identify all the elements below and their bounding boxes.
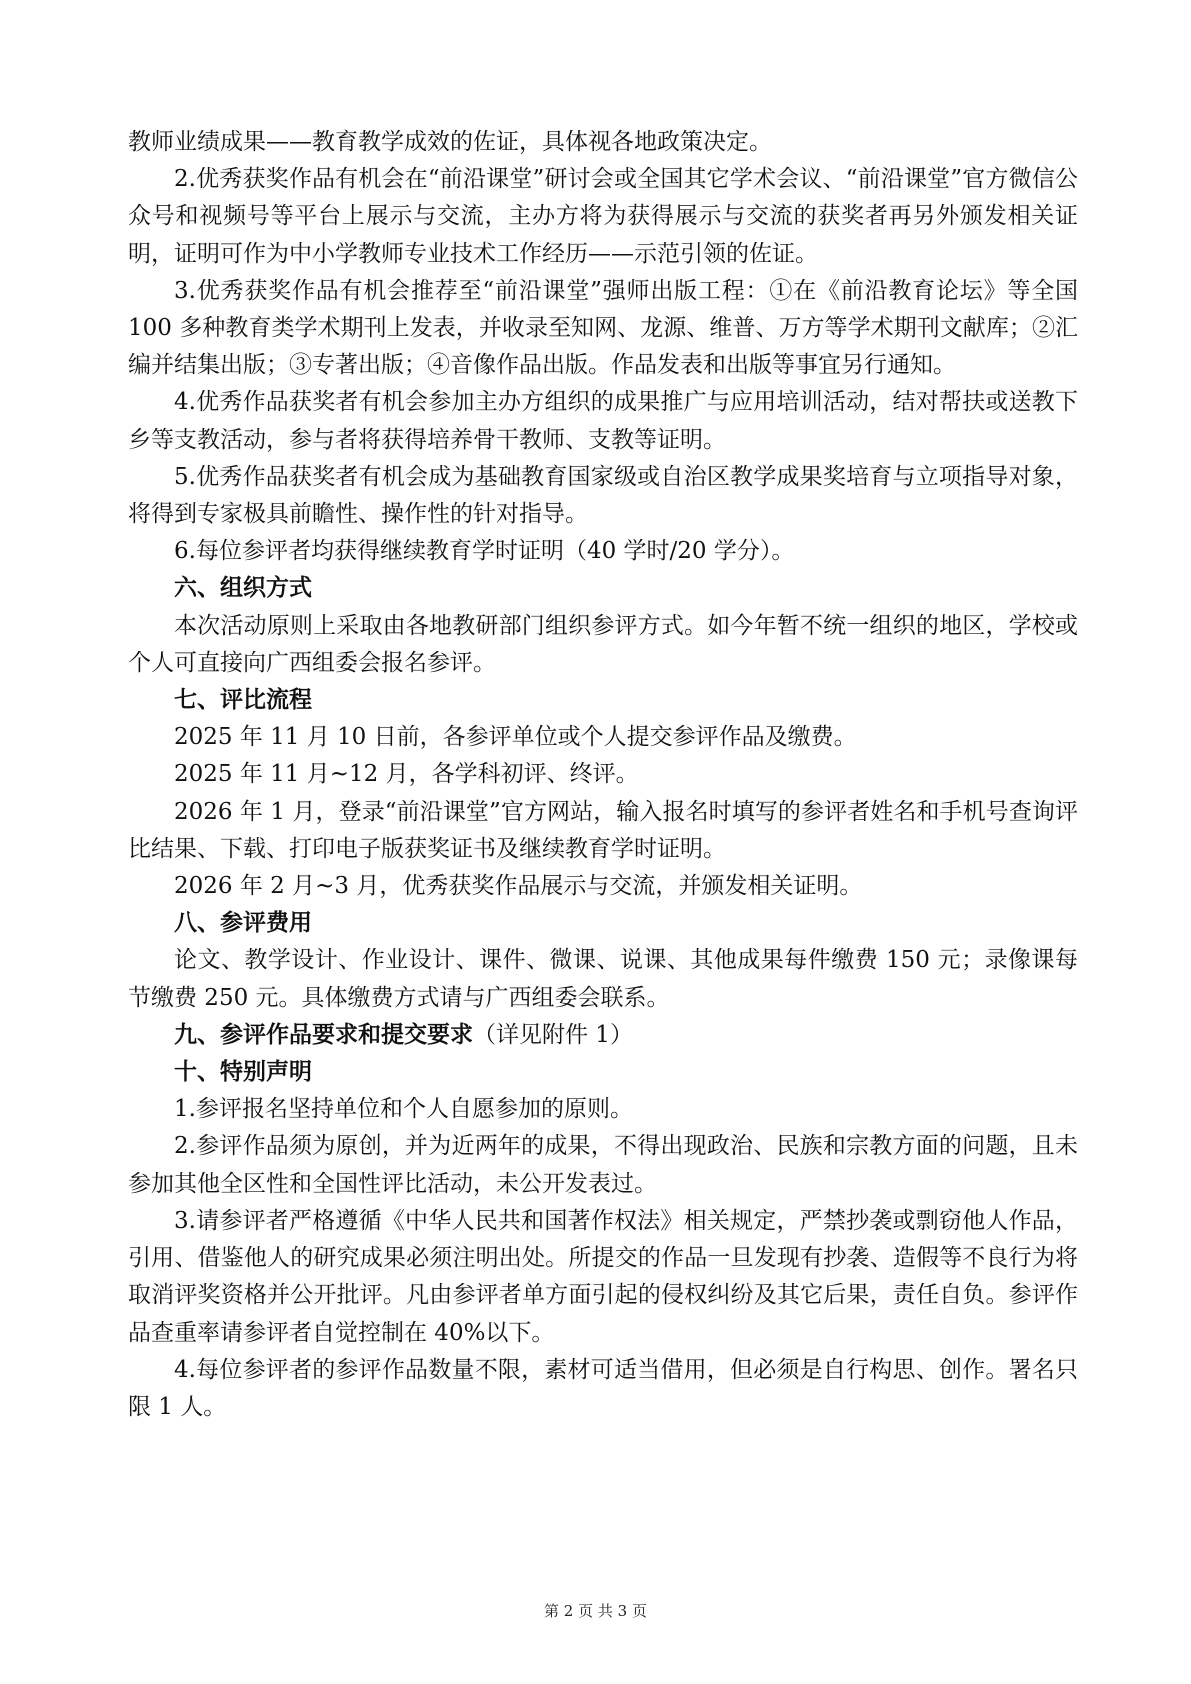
page-body	[128, 124, 1078, 1426]
paragraph-statement-2: 2.参评作品须为原创，并为近两年的成果，不得出现政治、民族和宗教方面的问题，且未参加其他全区性和全国性评比活动，未公开发表过。	[128, 1133, 1078, 1197]
section-heading-process: 七、评比流程	[174, 687, 312, 714]
requirements-note: （详见附件 1）	[473, 1021, 633, 1048]
paragraph-organization: 本次活动原则上采取由各地教研部门组织参评方式。如今年暂不统一组织的地区，学校或个人可直接向广西组委会报名参评。	[128, 612, 1078, 676]
paragraph-statement-4: 4.每位参评者的参评作品数量不限，素材可适当借用，但必须是自行构思、创作。署名只限 1 人。	[128, 1356, 1078, 1420]
paragraph-statement-1: 1.参评报名坚持单位和个人自愿参加的原则。	[174, 1096, 633, 1123]
paragraph-item-3: 3.优秀获奖作品有机会推荐至“前沿课堂”强师出版工程：①在《前沿教育论坛》等全国 100 多种教育类学术期刊上发表，并收录至知网、龙源、维普、万方等学术期刊文献库；②汇编并结集出版；③专著出版；④音像作品出版。作品发表和出版等事宜另行通知。	[128, 277, 1078, 379]
paragraph-item-5: 5.优秀作品获奖者有机会成为基础教育国家级或自治区教学成果奖培育与立项指导对象，将得到专家极具前瞻性、操作性的针对指导。	[128, 463, 1078, 528]
paragraph-item-4: 4.优秀作品获奖者有机会参加主办方组织的成果推广与应用培训活动，结对帮扶或送教下乡等支教活动，参与者将获得培养骨干教师、支教等证明。	[128, 389, 1078, 453]
requirements-title: 九、参评作品要求和提交要求	[174, 1021, 473, 1048]
paragraph-continuation: 教师业绩成果——教育教学成效的佐证，具体视各地政策决定。	[128, 129, 772, 155]
paragraph-item-6: 6.每位参评者均获得继续教育学时证明（40 学时/20 学分）。	[174, 538, 795, 565]
paragraph-process-4: 2026 年 2 月~3 月，优秀获奖作品展示与交流，并颁发相关证明。	[174, 873, 863, 900]
section-heading-requirements	[128, 1017, 1078, 1054]
paragraph-statement-3: 3.请参评者严格遵循《中华人民共和国著作权法》相关规定，严禁抄袭或剽窃他人作品，引用、借鉴他人的研究成果必须注明出处。所提交的作品一旦发现有抄袭、造假等不良行为将取消评奖资格并公开批评。凡由参评者单方面引起的侵权纠纷及其它后果，责任自负。参评作品查重率请参评者自觉控制在 40%以下。	[128, 1207, 1078, 1346]
section-heading-organization: 六、组织方式	[174, 575, 312, 602]
paragraph-process-1: 2025 年 11 月 10 日前，各参评单位或个人提交参评作品及缴费。	[174, 724, 857, 751]
page-number-footer: 第 2 页 共 3 页	[544, 1602, 647, 1620]
paragraph-item-2: 2.优秀获奖作品有机会在“前沿课堂”研讨会或全国其它学术会议、“前沿课堂”官方微信公众号和视频号等平台上展示与交流，主办方将为获得展示与交流的获奖者再另外颁发相关证明，证明可作为中小学教师专业技术工作经历——示范引领的佐证。	[128, 166, 1078, 267]
paragraph-fees: 论文、教学设计、作业设计、课件、微课、说课、其他成果每件缴费 150 元；录像课每节缴费 250 元。具体缴费方式请与广西组委会联系。	[128, 947, 1078, 1011]
section-heading-statement: 十、特别声明	[174, 1059, 312, 1086]
paragraph-process-2: 2025 年 11 月~12 月，各学科初评、终评。	[174, 761, 639, 788]
paragraph-process-3: 2026 年 1 月，登录“前沿课堂”官方网站，输入报名时填写的参评者姓名和手机号查询评比结果、下载、打印电子版获奖证书及继续教育学时证明。	[128, 798, 1078, 862]
section-heading-fees: 八、参评费用	[174, 910, 312, 937]
